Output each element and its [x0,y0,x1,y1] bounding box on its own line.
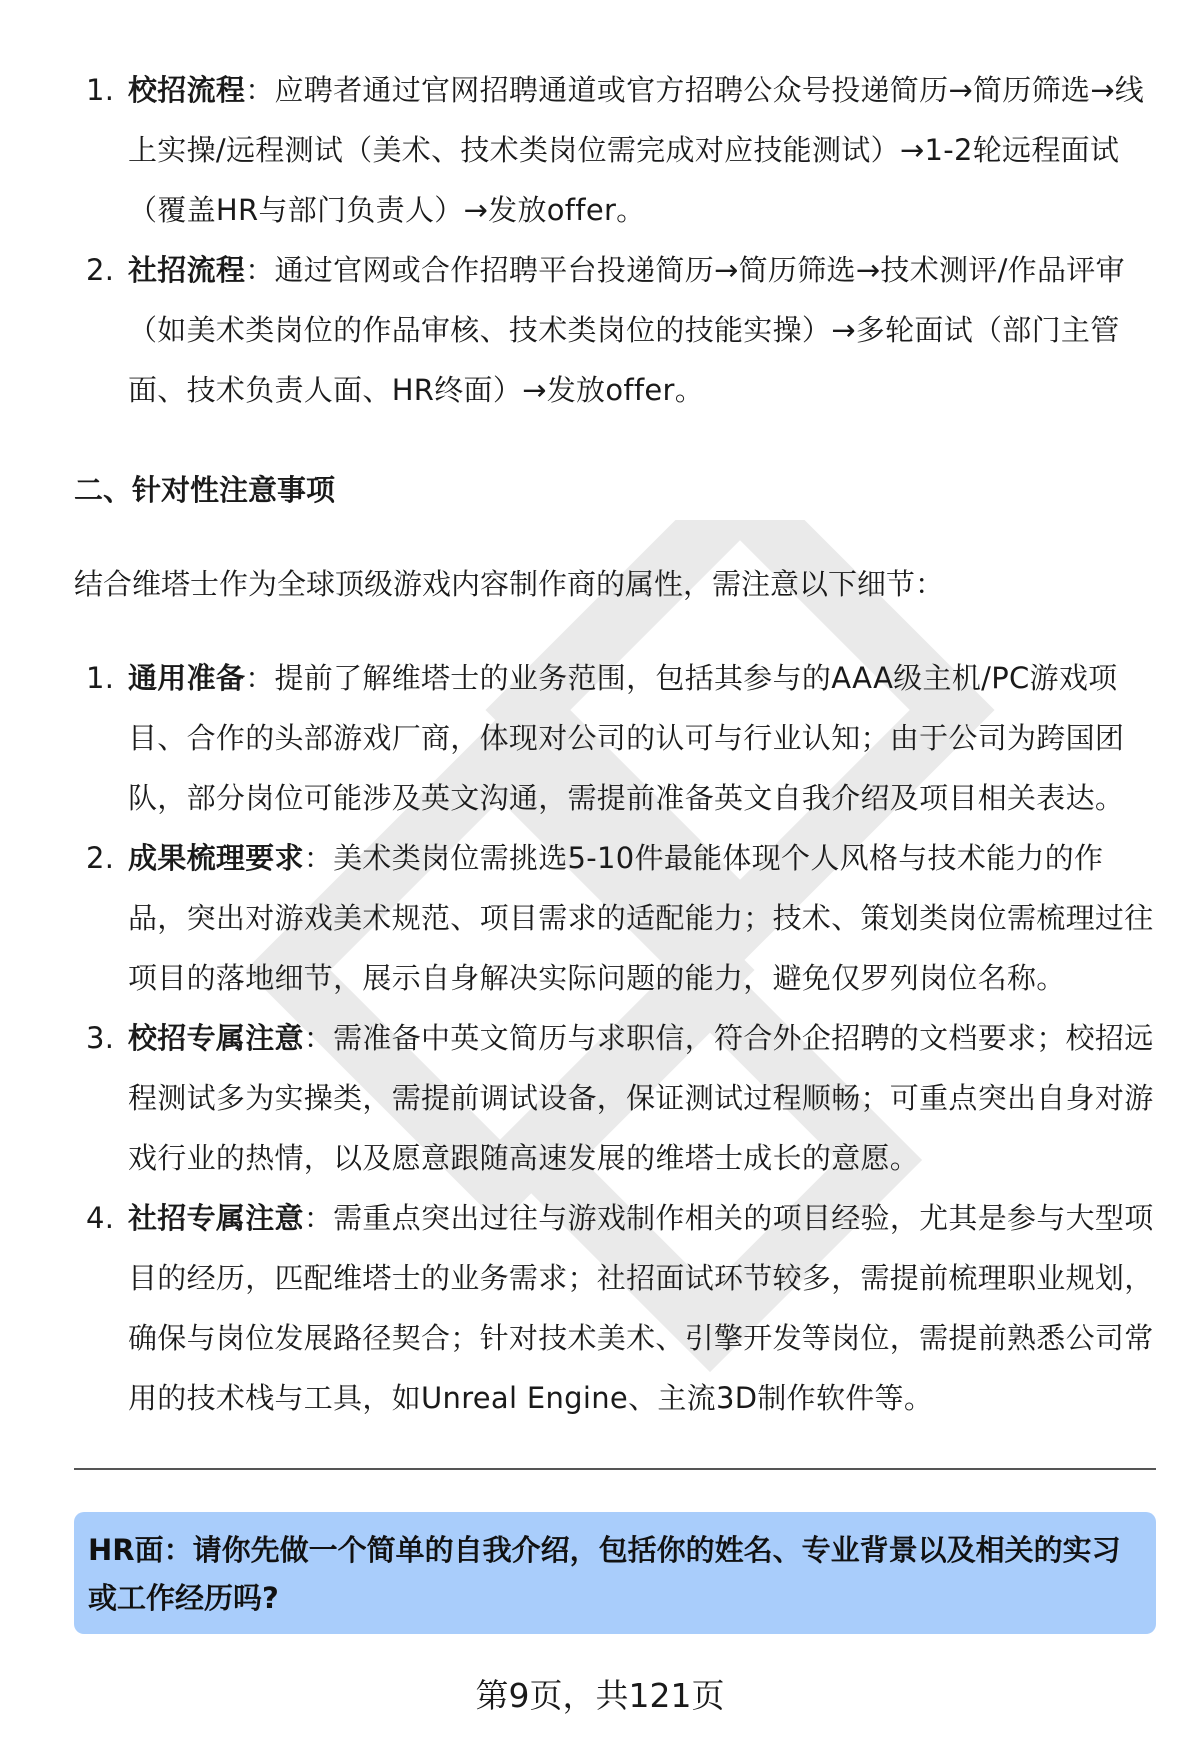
item-title: 通用准备 [128,661,246,695]
item-text: ：需重点突出过往与游戏制作相关的项目经验，尤其是参与大型项目的经历，匹配维塔士的业务需求；社招面试环节较多，需提前梳理职业规划，确保与岗位发展路径契合；针对技术美术、引擎开发等岗位，需提前熟悉公司常用的技术栈与工具，如Unreal Engine、主流3D制作软件等。 [128,1201,1154,1415]
list-item [74,1008,1154,1188]
interview-question-text: HR面：请你先做一个简单的自我介绍，包括你的姓名、专业背景以及相关的实习或工作经历吗? [88,1533,1121,1615]
interview-question-box [74,1512,1156,1634]
list-item [74,828,1154,1008]
list-number: 2. [86,253,115,287]
item-title: 校招专属注意 [128,1021,304,1055]
document-body [74,60,1154,1428]
list-item [74,60,1154,240]
section-heading: 二、针对性注意事项 [74,473,336,507]
item-text: ：应聘者通过官网招聘通道或官方招聘公众号投递简历→简历筛选→线上实操/远程测试（美术、技术类岗位需完成对应技能测试）→1-2轮远程面试（覆盖HR与部门负责人）→发放offer。 [128,73,1145,227]
item-text: ：通过官网或合作招聘平台投递简历→简历筛选→技术测评/作品评审（如美术类岗位的作品审核、技术类岗位的技能实操）→多轮面试（部门主管面、技术负责人面、HR终面）→发放offer。 [128,253,1125,407]
list-number: 1. [86,661,115,695]
item-title: 校招流程 [128,73,246,107]
item-title: 社招流程 [128,253,246,287]
list-item [74,240,1154,420]
item-text: ：美术类岗位需挑选5-10件最能体现个人风格与技术能力的作品，突出对游戏美术规范、项目需求的适配能力；技术、策划类岗位需梳理过往项目的落地细节，展示自身解决实际问题的能力，避免仅罗列岗位名称。 [128,841,1154,995]
list-number: 1. [86,73,115,107]
list-number: 3. [86,1021,115,1055]
list-item [74,648,1154,828]
list-number: 4. [86,1201,115,1235]
item-title: 成果梳理要求 [128,841,304,875]
item-title: 社招专属注意 [128,1201,304,1235]
notes-list [74,648,1154,1428]
item-text: ：需准备中英文简历与求职信，符合外企招聘的文档要求；校招远程测试多为实操类，需提前调试设备，保证测试过程顺畅；可重点突出自身对游戏行业的热情，以及愿意跟随高速发展的维塔士成长的意愿。 [128,1021,1154,1175]
section-intro: 结合维塔士作为全球顶级游戏内容制作商的属性，需注意以下细节： [74,567,945,601]
page-footer: 第9页，共121页 [475,1676,725,1715]
list-number: 2. [86,841,115,875]
list-item [74,1188,1154,1428]
item-text: ：提前了解维塔士的业务范围，包括其参与的AAA级主机/PC游戏项目、合作的头部游戏厂商，体现对公司的认可与行业认知；由于公司为跨国团队，部分岗位可能涉及英文沟通，需提前准备英文自我介绍及项目相关表达。 [128,661,1125,815]
section-divider [74,1468,1156,1470]
hiring-process-list [74,60,1154,420]
